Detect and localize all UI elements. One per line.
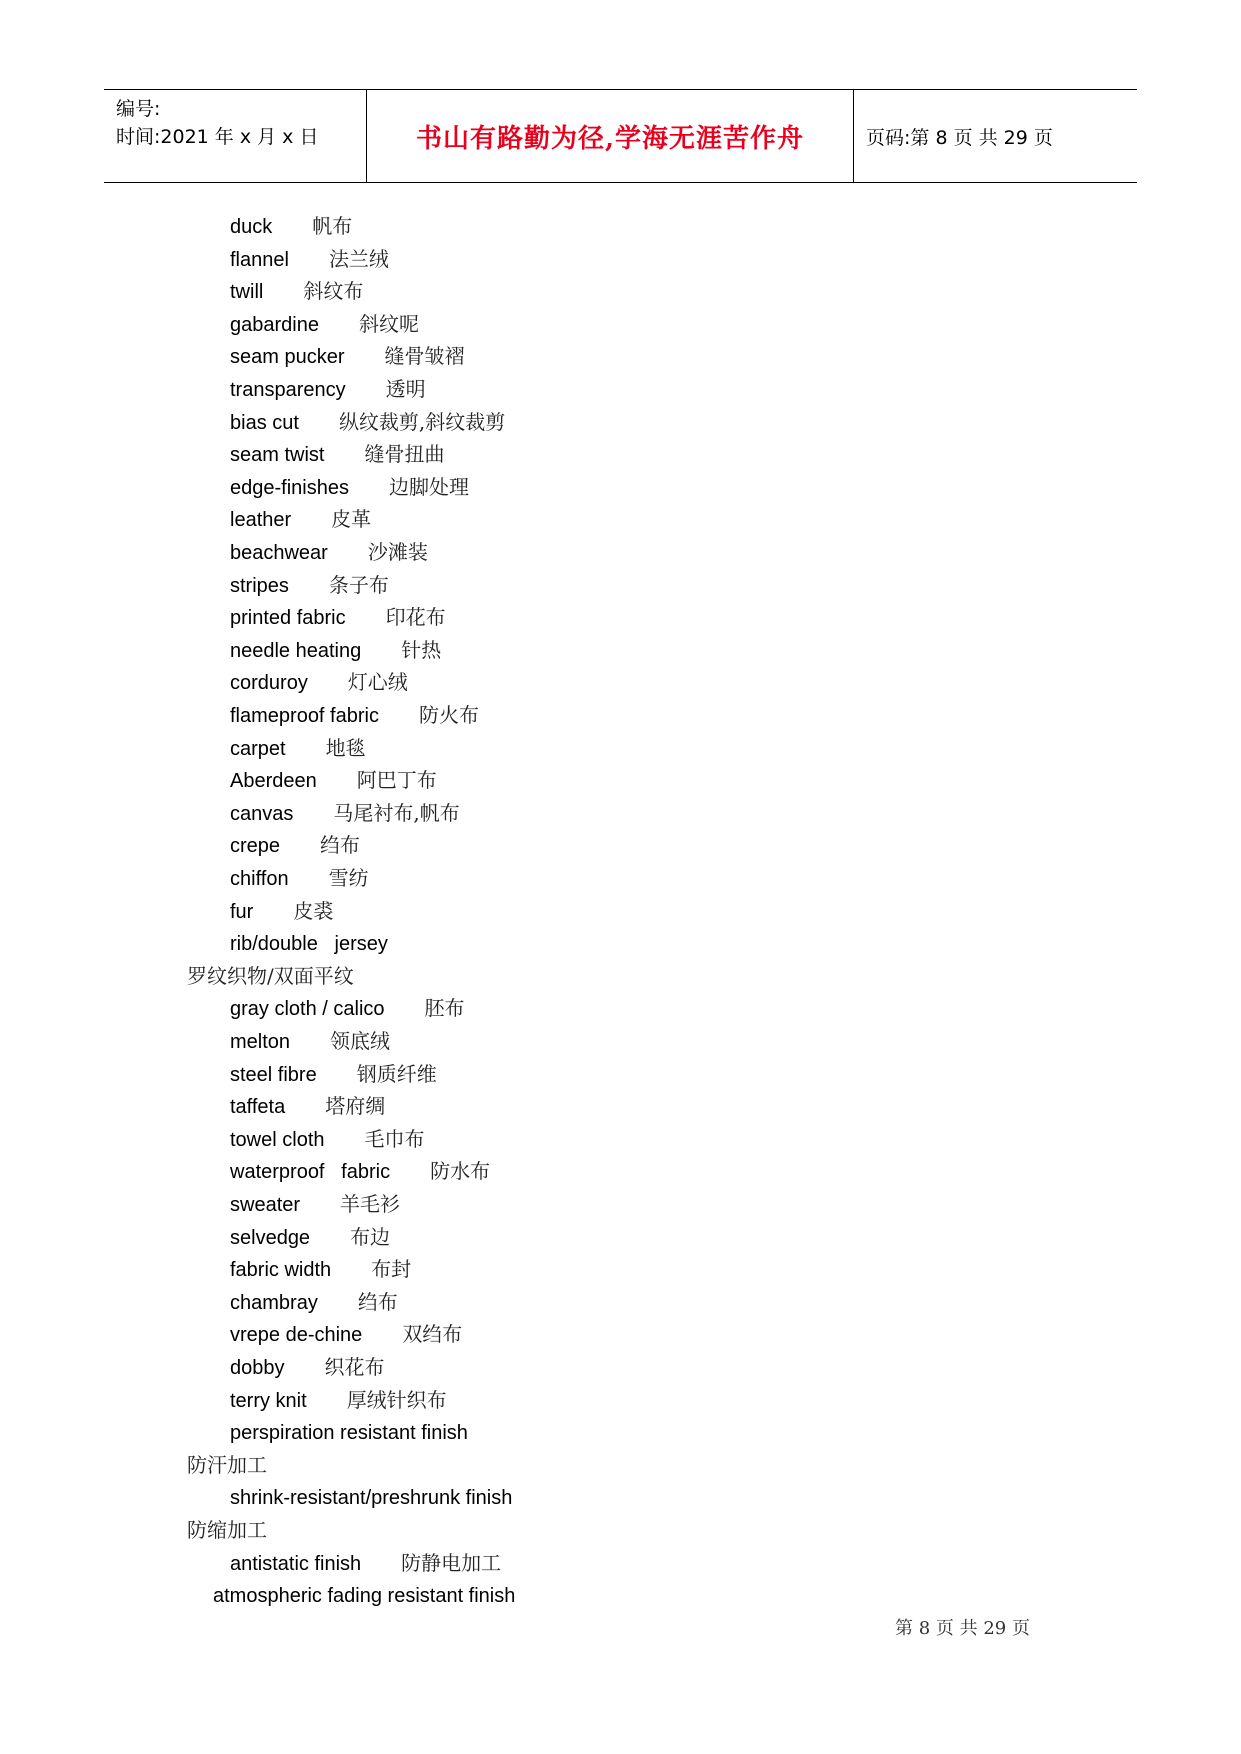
glossary-entry [230, 992, 465, 1024]
glossary-entry [230, 1351, 385, 1383]
english-term: transparency [230, 379, 346, 401]
english-term: rib/double jersey [230, 933, 388, 956]
glossary-entry [230, 1155, 490, 1187]
chinese-translation: 布边 [350, 1224, 391, 1249]
chinese-translation: 皮革 [331, 507, 372, 532]
time-label: 时间:2021 年 x 月 x 日 [116, 126, 319, 148]
glossary-entry [230, 275, 363, 307]
english-term: antistatic finish [230, 1552, 362, 1575]
header-table [104, 89, 1137, 183]
english-term: shrink-resistant/preshrunk finish [230, 1487, 513, 1510]
english-term: melton [230, 1031, 291, 1053]
glossary-entry [230, 1090, 385, 1122]
glossary-entry [230, 1123, 425, 1155]
glossary-entry [230, 732, 366, 764]
glossary-entry [230, 699, 479, 731]
chinese-translation: 防汗加工 [187, 1452, 267, 1477]
english-term: chambray [230, 1291, 318, 1314]
chinese-translation: 绉布 [357, 1289, 398, 1314]
chinese-translation: 缝骨皱褶 [384, 344, 465, 369]
english-term: printed fabric [230, 607, 346, 630]
chinese-translation: 绉布 [320, 833, 361, 858]
chinese-translation: 法兰绒 [328, 246, 389, 271]
english-term: flannel [230, 248, 289, 271]
english-term: gabardine [230, 313, 319, 336]
chinese-translation: 纵纹裁剪,斜纹裁剪 [338, 409, 506, 434]
chinese-translation: 针热 [401, 637, 442, 662]
english-term: waterproof fabric [230, 1161, 391, 1184]
chinese-translation: 皮裘 [293, 898, 334, 923]
english-term: carpet [230, 737, 286, 760]
chinese-translation: 缝骨扭曲 [364, 442, 445, 467]
glossary-entry [230, 438, 444, 470]
english-term: flameproof fabric [230, 705, 379, 727]
english-term: edge-finishes [230, 476, 349, 499]
chinese-translation: 地毯 [325, 735, 366, 760]
glossary-entry [230, 569, 389, 601]
chinese-translation: 羊毛衫 [340, 1192, 401, 1216]
english-term: twill [230, 281, 264, 304]
chinese-translation: 塔府绸 [325, 1094, 386, 1119]
english-term: dobby [230, 1357, 285, 1379]
glossary-entry [230, 829, 360, 861]
chinese-translation: 钢质纤维 [356, 1061, 437, 1086]
chinese-translation: 边脚处理 [388, 474, 469, 499]
glossary-entry [230, 536, 428, 568]
glossary-entry [230, 340, 465, 372]
english-term: perspiration resistant finish [230, 1422, 468, 1445]
glossary-entry [230, 503, 371, 535]
glossary-entry [230, 1318, 462, 1350]
english-term: Aberdeen [230, 770, 317, 793]
english-term: crepe [230, 835, 281, 858]
header-right-cell [854, 90, 1137, 182]
number-label: 编号: [116, 98, 161, 120]
glossary-entry [230, 471, 469, 503]
chinese-translation: 织花布 [324, 1355, 385, 1379]
chinese-translation: 条子布 [328, 572, 389, 597]
chinese-translation: 防静电加工 [401, 1550, 502, 1575]
glossary-entry [230, 634, 441, 666]
glossary-entry [187, 960, 354, 992]
english-term: chiffon [230, 868, 289, 890]
glossary-entry [230, 1286, 398, 1318]
chinese-translation: 透明 [385, 377, 426, 401]
glossary-entry [230, 601, 446, 633]
glossary-entry [230, 1416, 468, 1448]
glossary-entry [230, 1253, 411, 1285]
glossary-entry [230, 1481, 512, 1513]
chinese-translation: 领底绒 [330, 1029, 391, 1053]
glossary-entry [230, 243, 389, 275]
header-left-cell [104, 90, 367, 182]
glossary-entry [187, 1449, 267, 1481]
chinese-translation: 防缩加工 [187, 1518, 267, 1542]
page-info: 页码:第 8 页 共 29 页 [866, 127, 1053, 149]
glossary-entry [213, 1579, 515, 1611]
english-term: canvas [230, 802, 294, 825]
english-term: bias cut [230, 411, 299, 434]
chinese-translation: 斜纹布 [303, 279, 364, 304]
header-middle-cell [367, 90, 854, 182]
english-term: stripes [230, 574, 289, 597]
chinese-translation: 印花布 [385, 605, 446, 630]
page-footer: 第 8 页 共 29 页 [895, 1618, 1030, 1639]
english-term: fur [230, 900, 254, 923]
glossary-entry [230, 797, 460, 829]
glossary-entry [230, 1547, 501, 1579]
english-term: selvedge [230, 1226, 311, 1249]
chinese-translation: 胚布 [424, 996, 465, 1021]
glossary-entry [230, 1188, 400, 1220]
chinese-translation: 马尾衬布,帆布 [333, 800, 460, 825]
english-term: fabric width [230, 1259, 332, 1282]
glossary-entry [230, 927, 388, 959]
chinese-translation: 防水布 [430, 1159, 491, 1184]
chinese-translation: 罗纹织物/双面平纹 [187, 963, 354, 988]
chinese-translation: 沙滩装 [367, 540, 428, 564]
english-term: needle heating [230, 639, 362, 662]
english-term: gray cloth / calico [230, 998, 385, 1021]
glossary-entry [230, 862, 369, 894]
english-term: taffeta [230, 1096, 286, 1119]
english-term: vrepe de-chine [230, 1324, 363, 1347]
glossary-entry [230, 1221, 390, 1253]
english-term: steel fibre [230, 1063, 317, 1086]
english-term: atmospheric fading resistant finish [213, 1585, 516, 1608]
glossary-entry [230, 373, 426, 405]
english-term: sweater [230, 1194, 301, 1216]
glossary-entry [230, 764, 437, 796]
chinese-translation: 雪纺 [328, 866, 369, 890]
glossary-entry [230, 895, 333, 927]
english-term: towel cloth [230, 1128, 325, 1151]
english-term: corduroy [230, 672, 308, 695]
motto-text: 书山有路勤为径,学海无涯苦作舟 [415, 124, 805, 154]
english-term: beachwear [230, 542, 328, 564]
chinese-translation: 双绉布 [402, 1322, 463, 1347]
english-term: duck [230, 216, 273, 238]
english-term: seam pucker [230, 346, 345, 369]
glossary-entry [230, 1384, 447, 1416]
chinese-translation: 防火布 [418, 703, 479, 727]
english-term: leather [230, 509, 292, 532]
chinese-translation: 帆布 [312, 214, 353, 238]
glossary-entry [230, 308, 419, 340]
glossary-entry [187, 1514, 267, 1546]
chinese-translation: 厚绒针织布 [346, 1387, 447, 1412]
english-term: terry knit [230, 1389, 307, 1412]
glossary-entry [230, 1058, 437, 1090]
chinese-translation: 阿巴丁布 [356, 768, 437, 793]
chinese-translation: 灯心绒 [347, 670, 408, 695]
glossary-entry [230, 210, 352, 242]
glossary-entry [230, 406, 505, 438]
glossary-entry [230, 666, 408, 698]
chinese-translation: 毛巾布 [364, 1126, 425, 1151]
english-term: seam twist [230, 444, 325, 467]
glossary-entry [230, 1025, 390, 1057]
chinese-translation: 斜纹呢 [358, 311, 419, 336]
chinese-translation: 布封 [371, 1257, 412, 1282]
